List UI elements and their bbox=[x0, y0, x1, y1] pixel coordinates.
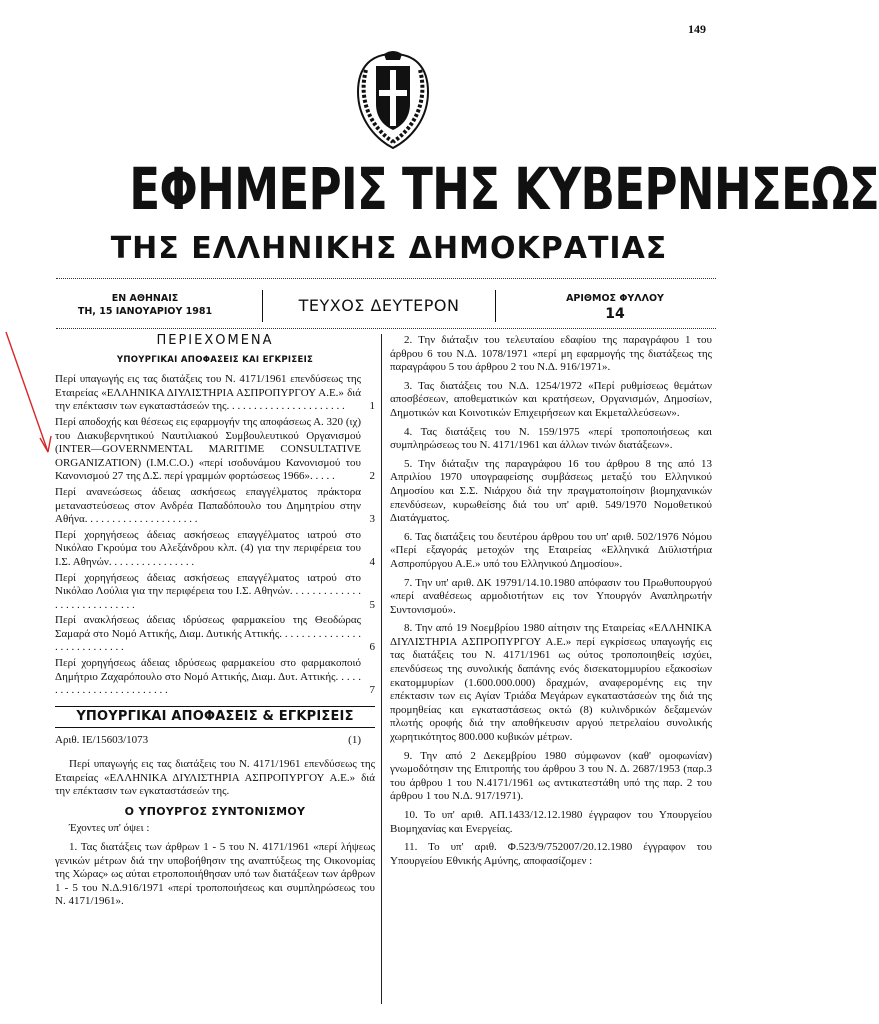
dateline bbox=[70, 292, 220, 318]
paragraph: 1. Τας διατάξεις των άρθρων 1 - 5 του Ν. 4171/1961 «περί λήψεως γενικών μέτρων διά την υποβοήθησιν της αναπτύξεως της Οικονομίας της Χώρας» ως αύται ετροποποιήθησαν υπό των διατάξεων των άρθρων 1 - 5 του Ν.Δ.916/1971 «περί τροποποιήσεως και συμπληρώσεως του Ν. 4171/1961». bbox=[55, 841, 375, 908]
toc-item-text: Περί χορηγήσεως άδειας ασκήσεως επαγγέλματος ιατρού στο Νικόλαο Γκρούμα του Αλεξάνδρου κλπ. (4) για την περιφέρεια του Ι.Σ. Αθηνών. . . . . . . . . . . . . . . . bbox=[55, 528, 361, 568]
dateline-date: ΤΗ, 15 ΙΑΝΟΥΑΡΙΟΥ 1981 bbox=[77, 306, 213, 317]
toc-item-page: 5 bbox=[369, 598, 375, 611]
toc-item-page: 4 bbox=[369, 555, 375, 568]
toc-item-text: Περί χορηγήσεως άδειας ιδρύσεως φαρμακείου στο φαρμακοποιό Δημήτριο Ζαχαρόπουλο στο Νομό Αττικής, Διαμ. Δυτ. Αττικής. . . . . . . . . . . . . . . . . . . . . . . . . . bbox=[55, 657, 361, 697]
toc-item bbox=[55, 373, 375, 414]
toc-item bbox=[55, 657, 375, 698]
toc-item bbox=[55, 486, 375, 527]
paragraph: 11. Το υπ' αριθ. Φ.523/9/752007/20.12.1980 έγγραφον του Υπουργείου Εθνικής Αμύνης, αποφασίζομεν : bbox=[390, 841, 712, 867]
right-column bbox=[390, 334, 712, 873]
coat-of-arms-icon bbox=[354, 52, 432, 150]
decision-reference bbox=[55, 734, 361, 748]
toc-item-text: Περί υπαγωγής εις τας διατάξεις του Ν. 4171/1961 επενδύσεως της Εταιρείας «ΕΛΛΗΝΙΚΑ ΔΙΥΛΙΣΤΗΡΙΑ ΑΣΠΡΟΠΥΡΓΟΥ Α.Ε.» διά την επέκτασιν των εγκαταστάσεών της. . . . . . . . . . . . . . . . . . . . . . bbox=[55, 373, 361, 413]
having-regard: Έχοντες υπ' όψει : bbox=[69, 822, 150, 835]
section-header: ΥΠΟΥΡΓΙΚΑΙ ΑΠΟΦΑΣΕΙΣ & ΕΓΚΡΙΣΕΙΣ bbox=[55, 706, 375, 729]
paragraph: 7. Την υπ' αριθ. ΔΚ 19791/14.10.1980 απόφασιν του Πρωθυπουργού «περί αναθέσεως αρμοδιοτήτων εις τον Υπουργόν Αναπληρωτήν Συντονισμού». bbox=[390, 576, 712, 616]
toc-item-page: 2 bbox=[369, 470, 375, 483]
toc-item-text: Περί χορηγήσεως άδειας ασκήσεως επαγγέλματος ιατρού στο Νικόλαο Λούλια για την περιφέρεια του Ι.Σ. Αθηνών. . . . . . . . . . . . . . . . . . . . . . . . . . . . bbox=[55, 571, 361, 611]
toc-item bbox=[55, 416, 375, 484]
top-rule bbox=[56, 278, 716, 279]
decision-intro: Περί υπαγωγής εις τας διατάξεις του Ν. 4171/1961 επενδύσεως της Εταιρείας «ΕΛΛΗΝΙΚΑ ΔΙΥΛΙΣΤΗΡΙΑ ΑΣΠΡΟΠΥΡΓΟΥ Α.Ε.» διά την επέκτασιν των εγκαταστάσεών της. bbox=[55, 758, 375, 798]
header-bottom-rule bbox=[56, 328, 716, 329]
toc-item-page: 7 bbox=[369, 684, 375, 697]
sheet-label: ΑΡΙΘΜΟΣ ΦΥΛΛΟΥ bbox=[566, 293, 664, 304]
toc-item bbox=[55, 529, 375, 570]
contents-subheading: ΥΠΟΥΡΓΙΚΑΙ ΑΠΟΦΑΣΕΙΣ ΚΑΙ ΕΓΚΡΙΣΕΙΣ bbox=[116, 354, 314, 365]
paragraph: 3. Τας διατάξεις του Ν.Δ. 1254/1972 «Περί ρυθμίσεως θεμάτων αποσβέσεων, αποθεματικών και κρατήσεων, Οργανισμών, Δημοσίων, Δημοτικών και Κοινοτικών Επιχειρήσεων και Εκμεταλλεύσεων». bbox=[390, 379, 712, 419]
decision-index: (1) bbox=[348, 734, 361, 747]
toc-item-page: 1 bbox=[369, 400, 375, 413]
paragraph: 10. Το υπ' αριθ. ΑΠ.1433/12.12.1980 έγγραφον του Υπουργείου Βιομηχανίας και Ενεργείας. bbox=[390, 809, 712, 835]
paragraph: 2. Την διάταξιν του τελευταίου εδαφίου της παραγράφου 1 του άρθρου 6 του Ν.Δ. 1078/1971 «περί μη εφαρμογής της διατάξεως της παραγράφου 5 του άρθρου 2 του Ν.Δ. 916/1971». bbox=[390, 334, 712, 374]
dateline-place: ΕΝ ΑΘΗΝΑΙΣ bbox=[111, 293, 179, 304]
issue-type: ΤΕΥΧΟΣ ΔΕΥΤΕΡΟΝ bbox=[262, 290, 496, 322]
decision-number: Αριθ. ΙΕ/15603/1073 bbox=[55, 734, 149, 747]
contents-heading: ΠΕΡΙΕΧΟΜΕΝΑ bbox=[156, 333, 274, 348]
toc-item-text: Περί αποδοχής και θέσεως εις εφαρμογήν της αποφάσεως Α. 320 (ιχ) του Διακυβερνητικού Ναυτιλιακού Συμβουλευτικού Οργανισμού (INTER—GOVERNMENTAL MARITIME CONSULTATIVE ORGANIZATION) (I.M.C.O.) «περί ισοδυνάμου Κανονισμού του Κανονισμού 27 της Δ.Σ. περί γραμμών φορτώσεως 1966». . . . . bbox=[55, 415, 361, 483]
toc-item-page: 6 bbox=[369, 641, 375, 654]
paragraph: 5. Την διάταξιν της παραγράφου 16 του άρθρου 8 της από 13 Απριλίου 1970 υπογραφείσης συμβάσεως μεταξύ του Ελληνικού Δημοσίου και Σ.Σ. Νιάρχου διά την πραγματοποίησιν βιομηχανικών επενδύσεων, κυρωθείσης διά του υπ' αριθ. 549/1970 Νομοθετικού Διατάγματος. bbox=[390, 457, 712, 525]
column-divider bbox=[381, 334, 382, 1004]
minister-title: Ο ΥΠΟΥΡΓΟΣ ΣΥΝΤΟΝΙΣΜΟΥ bbox=[124, 804, 306, 818]
paragraph: 6. Τας διατάξεις του δευτέρου άρθρου του υπ' αριθ. 502/1976 Νόμου «Περί εξαγοράς μετοχών της Εταιρείας «Ελληνικά Διϋλιστήρια Ασπροπύργου Α.Ε.» υπό του Ελληνικού Δημοσίου». bbox=[390, 530, 712, 570]
toc-item bbox=[55, 614, 375, 655]
page-number: 149 bbox=[688, 22, 706, 36]
masthead-subtitle: ΤΗΣ ΕΛΛΗΝΙΚΗΣ ΔΗΜΟΚΡΑΤΙΑΣ bbox=[110, 231, 668, 266]
toc-item bbox=[55, 572, 375, 613]
left-column bbox=[55, 334, 375, 914]
paragraph: 9. Την από 2 Δεκεμβρίου 1980 σύμφωνον (καθ' ομοφωνίαν) γνωμοδότησιν της Επιτροπής του άρθρου 3 του Ν. Δ. 2687/1953 (παρ.3 του άρθρου 1 του Ν.4171/1961 ως αντικατεστάθη υπό της παρ. 2 του άρθρου 1 του Ν.Δ. 917/1971). bbox=[390, 749, 712, 803]
paragraph: 4. Τας διατάξεις του Ν. 159/1975 «περί τροποποιήσεως και συμπληρώσεως του Ν. 4171/1961 και άλλων τινών διατάξεων». bbox=[390, 425, 712, 452]
sheet-number-block bbox=[540, 292, 690, 323]
toc-item-text: Περί ανανεώσεως άδειας ασκήσεως επαγγέλματος πράκτορα μεταναστεύσεως στον Ανδρέα Παπαδόπουλο του Δημητρίου στην Αθήνα. . . . . . . . . . . . . . . . . . . . . bbox=[55, 485, 361, 526]
masthead-title: ΕΦΗΜΕΡΙΣ ΤΗΣ ΚΥΒΕΡΝΗΣΕΩΣ bbox=[129, 155, 879, 223]
toc-item-text: Περί ανακλήσεως άδειας ιδρύσεως φαρμακείου της Θεοδώρας Σαμαρά στο Νομό Αττικής, Διαμ. Δυτικής Αττικής. . . . . . . . . . . . . . . . . . . . . . . . . . . . bbox=[55, 614, 361, 654]
sheet-number: 14 bbox=[605, 306, 625, 322]
paragraph: 8. Την από 19 Νοεμβρίου 1980 αίτησιν της Εταιρείας «ΕΛΛΗΝΙΚΑ ΔΙΥΛΙΣΤΗΡΙΑ ΑΣΠΡΟΠΥΡΓΟΥ Α.Ε.» περί εγκρίσεως υπαγωγής εις τας διατάξεις του Ν. 4171/1961 ως ούτος τροποποιηθείς ισχύει, επενδύσεως της συνολικής δαπάνης ενός δισεκατομμυρίου εξακοσίων εκατομμυρίων (1.600.000.000) δραχμών, αναφερομένης εις την επέκτασιν των εις Αγίαν Τριάδα Μεγάρων εγκαταστάσεών της διά της προμηθείας και εγκαταστάσεως οκτώ (8) κυλινδρικών δεξαμενών πλωτής οροφής διά την αποθήκευσιν αργού πετρελαίου συνολικής χωρητικότητος 800.000 κυβικών μέτρων. bbox=[390, 622, 712, 744]
toc-item-page: 3 bbox=[369, 513, 375, 526]
